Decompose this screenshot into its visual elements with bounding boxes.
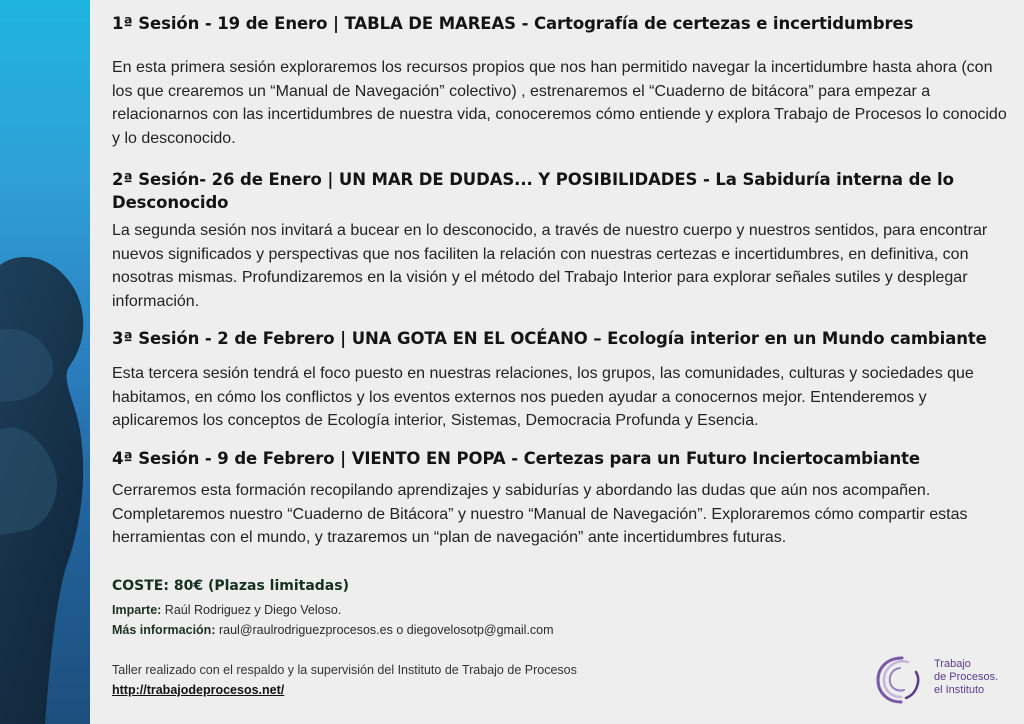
- cost-line: COSTE: 80€ (Plazas limitadas): [112, 578, 349, 594]
- imparte-line: [112, 603, 341, 617]
- logo-line-1: Trabajo: [934, 658, 971, 670]
- footer-text: Taller realizado con el respaldo y la supervisión del Instituto de Trabajo de Procesos: [112, 663, 577, 677]
- mas-info-value: raul@raulrodriguezprocesos.es o diegovelosotp@gmail.com: [215, 623, 554, 637]
- session-3-title: 3ª Sesión - 2 de Febrero | UNA GOTA EN EL OCÉANO – Ecología interior en un Mundo cambiante: [112, 329, 987, 348]
- logo-line-2: de Procesos.: [934, 671, 999, 683]
- session-2-body: La segunda sesión nos invitará a bucear en lo desconocido, a través de nuestro cuerpo y nuestros sentidos, para encontrar nuevos significados y perspectivas que nos faciliten la relación con nuestras certezas e incertidumbres, en definitiva, con nosotras mismas. Profundizaremos en la visión y el método del Trabajo Interior para explorar señales sutiles y desplegar información.: [112, 222, 988, 310]
- session-1-body: En esta primera sesión exploraremos los recursos propios que nos han permitido navegar la incertidumbre hasta ahora (con los que crearemos un “Manual de Navegación” colectivo) , estrenaremos el “Cuaderno de bitácora” para empezar a relacionarnos con las incertidumbres de nuestra vida, conoceremos cómo entiende y explora Trabajo de Procesos lo conocido y lo desconocido.: [112, 59, 1007, 147]
- logo-line-3: el Instituto: [934, 684, 985, 696]
- session-4-body: Cerraremos esta formación recopilando aprendizajes y sabidurías y abordando las dudas que aún nos acompañen. Completaremos nuestro “Cuaderno de Bitácora” y nuestro “Manual de Navegación”. Exploraremos cómo compartir estas herramientas con el mundo, y trazaremos un “plan de navegación” ante incertidumbres futuras.: [112, 482, 968, 546]
- session-4-title: 4ª Sesión - 9 de Febrero | VIENTO EN POPA - Certezas para un Futuro Inciertocambiante: [112, 449, 921, 468]
- imparte-label: Imparte:: [112, 603, 162, 617]
- mas-info-line: [112, 623, 554, 637]
- swirl-logo-icon: [872, 652, 932, 708]
- logo-text: [934, 658, 998, 697]
- session-2-title: 2ª Sesión- 26 de Enero | UN MAR DE DUDAS... Y POSIBILIDADES - La Sabiduría interna de lo Desconocido: [112, 170, 954, 212]
- mas-info-label: Más información:: [112, 623, 216, 637]
- session-1-title: 1ª Sesión - 19 de Enero | TABLA DE MAREAS - Cartografía de certezas e incertidumbres: [112, 14, 914, 33]
- side-photo: [0, 0, 90, 724]
- person-silhouette-image: [0, 0, 90, 724]
- logo: [872, 652, 1012, 708]
- website-link[interactable]: http://trabajodeprocesos.net/: [112, 683, 285, 697]
- imparte-value: Raúl Rodriguez y Diego Veloso.: [161, 603, 342, 617]
- session-3-body: Esta tercera sesión tendrá el foco puesto en nuestras relaciones, los grupos, las comunidades, culturas y sociedades que habitamos, en cómo los conflictos y los eventos externos nos pueden ayudar a conocernos mejor. Entenderemos y aplicaremos los conceptos de Ecología interior, Sistemas, Democracia Profunda y Esencia.: [112, 365, 974, 429]
